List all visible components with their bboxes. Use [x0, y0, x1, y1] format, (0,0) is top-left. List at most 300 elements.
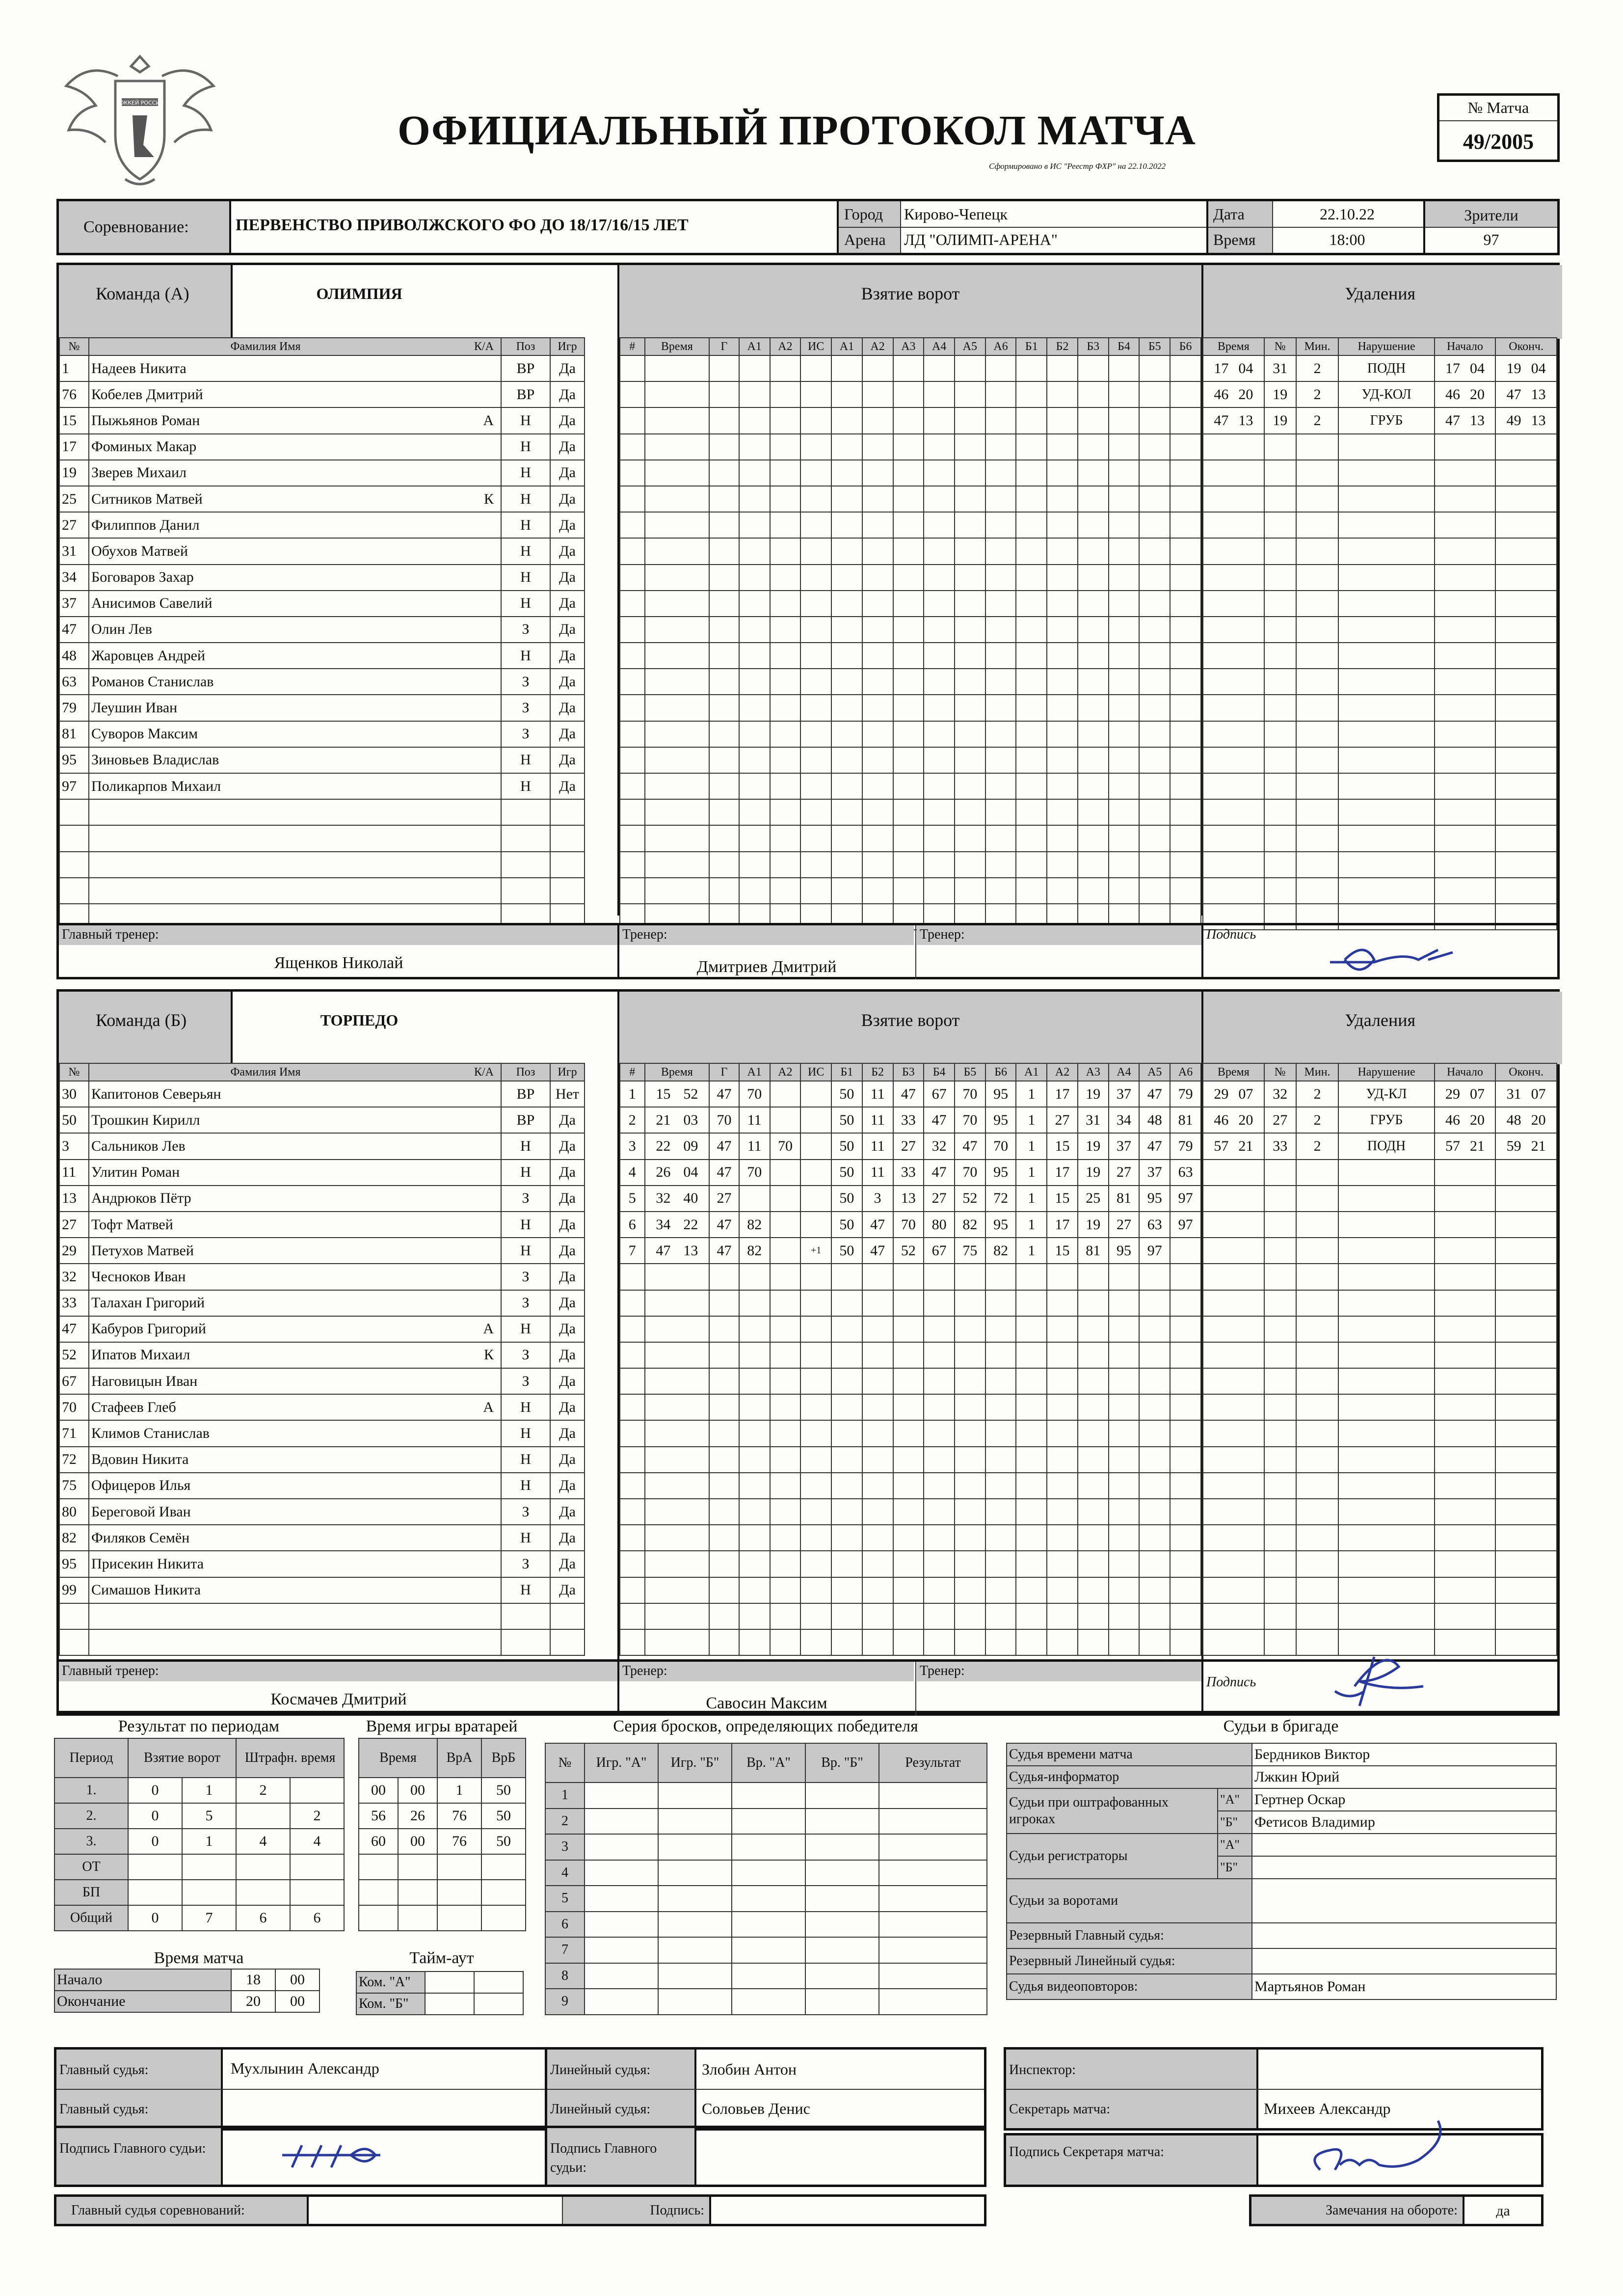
goal-cell: [985, 1603, 1016, 1629]
goal-cell: [985, 747, 1016, 773]
goal-cell: [985, 617, 1016, 643]
penalty-end: [1495, 1264, 1557, 1290]
goal-cell: [709, 799, 739, 825]
periods-table: [54, 1738, 345, 1931]
period-goals-a: 0: [128, 1829, 182, 1854]
goal-cell: [1109, 799, 1140, 825]
penalty-row: [1203, 1133, 1557, 1159]
line-referee-1: Злобин Антон: [702, 2060, 797, 2078]
penalty-violation: ПОДН: [1338, 355, 1434, 381]
player-plays: Да: [550, 486, 585, 512]
player-position: Н: [501, 773, 550, 799]
goal-cell: [1047, 1551, 1078, 1577]
goal-cell: [800, 1290, 831, 1316]
col-header: #: [620, 1063, 645, 1081]
player-number: 29: [59, 1238, 89, 1264]
goal-time: [645, 1368, 710, 1394]
goal-cell: [709, 1525, 739, 1551]
goal-cell: [1170, 695, 1201, 721]
goal-cell: [770, 407, 801, 433]
period-goals-a: [128, 1854, 182, 1880]
player-number: 80: [59, 1499, 89, 1525]
goal-cell: [800, 407, 831, 433]
goal-cell: [739, 1394, 770, 1420]
goal-row: [620, 1629, 1201, 1655]
goal-cell: [770, 1342, 801, 1368]
penalty-violation: [1338, 1212, 1434, 1238]
player-position: З: [501, 1551, 550, 1577]
player-position: Н: [501, 1473, 550, 1499]
goal-cell: [862, 1447, 893, 1473]
goal-cell: [1047, 1629, 1078, 1655]
goal-cell: [1170, 1420, 1201, 1446]
goal-cell: [924, 1342, 955, 1368]
goal-cell: 11: [739, 1133, 770, 1159]
goalie-row: [359, 1880, 526, 1905]
player-number: [59, 1629, 89, 1655]
goal-cell: [924, 1499, 955, 1525]
goal-time: [645, 1499, 710, 1525]
goal-cell: [1170, 355, 1201, 381]
info-bar: Соревнование: ПЕРВЕНСТВО ПРИВОЛЖСКОГО ФО ДО 18/17/16/15 ЛЕТ Город Кирово-Чепецк Арена ЛД "ОЛИМП-АРЕНА" Дата 22.10.22 Время 18:00 Зрители 97: [56, 199, 1560, 255]
competition-label: Соревнование:: [83, 218, 189, 236]
goalie-row: [359, 1803, 526, 1829]
period-goals-b: [182, 1880, 236, 1905]
goal-cell: [893, 799, 924, 825]
goal-row: [620, 1212, 1201, 1238]
penalty-violation: [1338, 1264, 1434, 1290]
goal-cell: [1016, 460, 1047, 486]
goal-cell: [620, 1394, 645, 1420]
goal-cell: [985, 1264, 1016, 1290]
goal-cell: 3: [862, 1186, 893, 1212]
goal-cell: [1078, 1577, 1109, 1603]
penalty-start: [1435, 669, 1496, 695]
goal-cell: [985, 1525, 1016, 1551]
penalty-start: 46 20: [1435, 381, 1496, 407]
player-name: Сальников Лев: [89, 1133, 501, 1159]
penalty-row: [1203, 852, 1557, 878]
goal-cell: 11: [862, 1107, 893, 1133]
penalty-minutes: [1296, 460, 1339, 486]
penalty-violation: [1338, 565, 1434, 591]
penalty-start: [1435, 695, 1496, 721]
penalty-player: [1264, 1394, 1296, 1420]
goal-cell: [924, 721, 955, 747]
goal-cell: [831, 825, 862, 851]
goal-cell: [1047, 878, 1078, 904]
remarks-value: да: [1496, 2203, 1510, 2219]
goal-cell: [924, 669, 955, 695]
goal-row: [620, 1290, 1201, 1316]
goal-cell: 15: [1047, 1133, 1078, 1159]
goal-cell: 47: [893, 1081, 924, 1107]
shootout-number: 1: [545, 1783, 585, 1809]
col-header: Б2: [862, 1063, 893, 1081]
goal-cell: [709, 591, 739, 617]
penalty-time: [1203, 1238, 1264, 1264]
col-header: А4: [924, 338, 955, 355]
goal-cell: [800, 1264, 831, 1290]
col-header: А2: [1047, 1063, 1078, 1081]
penalty-row: [1203, 695, 1557, 721]
goal-cell: [770, 1368, 801, 1394]
goal-time: [645, 695, 710, 721]
logo-emblem: [59, 47, 221, 194]
goal-cell: [985, 1447, 1016, 1473]
team-b-roster: [59, 1063, 585, 1656]
penalty-time: 57 21: [1203, 1133, 1264, 1159]
penalty-start: [1435, 1186, 1496, 1212]
goal-cell: [1139, 617, 1170, 643]
penalty-start: [1435, 1447, 1496, 1473]
goal-time: [645, 1603, 710, 1629]
goal-time: [645, 1447, 710, 1473]
goal-cell: [709, 825, 739, 851]
goal-cell: [1109, 1603, 1140, 1629]
goal-cell: [1139, 1603, 1170, 1629]
goal-cell: 33: [893, 1107, 924, 1133]
player-position: З: [501, 1368, 550, 1394]
penalty-time: [1203, 460, 1264, 486]
shootout-cell: [732, 1783, 805, 1809]
goal-cell: [1170, 1473, 1201, 1499]
match-time-title: Время матча: [154, 1949, 244, 1967]
goal-cell: [1016, 1264, 1047, 1290]
penalty-row: [1203, 1186, 1557, 1212]
penalty-minutes: [1296, 747, 1339, 773]
goal-cell: [924, 1290, 955, 1316]
penalty-end: [1495, 852, 1557, 878]
goal-cell: [1078, 1316, 1109, 1342]
goal-cell: 1: [1016, 1238, 1047, 1264]
goal-row: [620, 1186, 1201, 1212]
player-plays: Да: [550, 1133, 585, 1159]
goal-cell: [955, 1447, 985, 1473]
col-header: ВрА: [437, 1738, 481, 1778]
period-pim-b: 2: [290, 1803, 344, 1829]
penalty-end: 47 13: [1495, 381, 1557, 407]
goal-row: [620, 512, 1201, 538]
penalty-start: [1435, 825, 1496, 851]
goal-cell: [709, 669, 739, 695]
goal-cell: 17: [1047, 1212, 1078, 1238]
penalty-end: 48 20: [1495, 1107, 1557, 1133]
goal-cell: 5: [620, 1186, 645, 1212]
penalty-minutes: [1296, 1499, 1339, 1525]
goal-cell: [1078, 1629, 1109, 1655]
goal-cell: [739, 1264, 770, 1290]
penalty-time: [1203, 1160, 1264, 1186]
col-header: Г: [709, 1063, 739, 1081]
penalty-time: [1203, 799, 1264, 825]
roster-row: [59, 773, 585, 799]
goal-cell: [1170, 773, 1201, 799]
col-header: Взятие ворот: [128, 1738, 236, 1778]
goal-cell: [862, 1629, 893, 1655]
goal-cell: [770, 1264, 801, 1290]
player-plays: Да: [550, 1160, 585, 1186]
penalty-end: [1495, 721, 1557, 747]
goal-cell: 27: [1109, 1212, 1140, 1238]
roster-row: [59, 643, 585, 669]
goal-cell: [1047, 1525, 1078, 1551]
goal-cell: [770, 1316, 801, 1342]
goal-time: 47 13: [645, 1238, 710, 1264]
goal-cell: [831, 1264, 862, 1290]
penalty-minutes: [1296, 538, 1339, 564]
goal-cell: [924, 1577, 955, 1603]
penalty-end: [1495, 1551, 1557, 1577]
goal-cell: [770, 565, 801, 591]
period-goals-b: 7: [182, 1905, 236, 1931]
goal-time: [645, 512, 710, 538]
goal-cell: [1016, 486, 1047, 512]
goal-cell: 50: [831, 1160, 862, 1186]
col-header: Время: [1203, 338, 1264, 355]
shootout-cell: [805, 1963, 879, 1989]
goal-cell: [862, 1499, 893, 1525]
goal-cell: 47: [955, 1133, 985, 1159]
goal-cell: [831, 1473, 862, 1499]
goal-cell: [1047, 1264, 1078, 1290]
goal-cell: 1: [620, 1081, 645, 1107]
goal-cell: [924, 799, 955, 825]
goal-cell: [1139, 1525, 1170, 1551]
goal-cell: [862, 460, 893, 486]
shootout-cell: [585, 1989, 658, 2015]
col-header: Штрафн. время: [236, 1738, 344, 1778]
goal-cell: [924, 617, 955, 643]
page-title: ОФИЦИАЛЬНЫЙ ПРОТОКОЛ МАТЧА: [398, 107, 1196, 154]
goal-cell: [985, 721, 1016, 747]
penalty-minutes: [1296, 1603, 1339, 1629]
penalty-time: [1203, 1603, 1264, 1629]
penalty-violation: [1338, 1473, 1434, 1499]
goalie-a: 76: [437, 1829, 481, 1854]
goal-cell: [831, 486, 862, 512]
col-header: Г: [709, 338, 739, 355]
penalty-row: [1203, 1394, 1557, 1420]
timekeeper-name: Бердников Виктор: [1252, 1743, 1556, 1766]
goal-cell: [770, 1107, 801, 1133]
col-header: Нарушение: [1338, 1063, 1434, 1081]
penalty-start: [1435, 460, 1496, 486]
goal-cell: 6: [620, 1212, 645, 1238]
secretary-name: Михеев Александр: [1264, 2100, 1391, 2117]
player-number: 1: [59, 355, 89, 381]
roster-row: [59, 1290, 585, 1316]
penalty-end: [1495, 1368, 1557, 1394]
goal-cell: 33: [893, 1160, 924, 1186]
goal-cell: 27: [709, 1186, 739, 1212]
shootout-number: 5: [545, 1886, 585, 1912]
player-plays: [550, 825, 585, 851]
goal-cell: 70: [985, 1133, 1016, 1159]
penalty-player: [1264, 1629, 1296, 1655]
team-b-label: Команда (Б): [96, 1010, 187, 1030]
goal-cell: [800, 591, 831, 617]
penbox-b-name: Фетисов Владимир: [1252, 1811, 1556, 1834]
goalie-second: 00: [398, 1778, 437, 1803]
goal-cell: 13: [893, 1186, 924, 1212]
player-position: Н: [501, 434, 550, 460]
roster-row: [59, 1212, 585, 1238]
goal-cell: [893, 825, 924, 851]
goal-cell: 47: [924, 1160, 955, 1186]
penalty-minutes: [1296, 1447, 1339, 1473]
player-number: [59, 878, 89, 904]
penalty-violation: [1338, 1551, 1434, 1577]
goal-cell: 47: [862, 1238, 893, 1264]
goal-cell: [862, 1394, 893, 1420]
goal-row: [620, 1160, 1201, 1186]
player-position: ВР: [501, 1081, 550, 1107]
period-pim-a: [236, 1880, 290, 1905]
col-header: Поз: [501, 1063, 550, 1081]
player-name: Кабуров Григорий А: [89, 1316, 501, 1342]
penalty-row: [1203, 799, 1557, 825]
penalty-violation: [1338, 695, 1434, 721]
goal-cell: [709, 1629, 739, 1655]
goal-cell: [800, 565, 831, 591]
goal-time: 32 40: [645, 1186, 710, 1212]
goal-cell: [862, 721, 893, 747]
goal-cell: [1047, 825, 1078, 851]
goal-cell: [709, 878, 739, 904]
goal-cell: [709, 1420, 739, 1446]
col-header: Фамилия Имя К/А: [89, 338, 501, 355]
penalty-minutes: 2: [1296, 1081, 1339, 1107]
goal-cell: [709, 538, 739, 564]
goal-row: [620, 1525, 1201, 1551]
player-position: З: [501, 721, 550, 747]
goal-cell: [709, 1499, 739, 1525]
goal-cell: [739, 1525, 770, 1551]
penalty-minutes: 2: [1296, 1133, 1339, 1159]
penalty-player: [1264, 773, 1296, 799]
goal-cell: [893, 1447, 924, 1473]
goal-cell: [770, 695, 801, 721]
player-position: Н: [501, 1212, 550, 1238]
goal-cell: [620, 643, 645, 669]
col-header: Б3: [1078, 338, 1109, 355]
goal-cell: [709, 512, 739, 538]
goal-cell: [1109, 773, 1140, 799]
player-number: 95: [59, 747, 89, 773]
goal-cell: [955, 512, 985, 538]
goal-cell: [955, 1603, 985, 1629]
goal-cell: [893, 669, 924, 695]
goal-cell: [924, 825, 955, 851]
goal-cell: [1078, 1264, 1109, 1290]
goal-cell: [862, 1368, 893, 1394]
goal-cell: [862, 1473, 893, 1499]
penalty-violation: [1338, 669, 1434, 695]
penalty-end: [1495, 1629, 1557, 1655]
goal-cell: [770, 825, 801, 851]
goal-cell: [1109, 1525, 1140, 1551]
penalty-player: [1264, 878, 1296, 904]
penalty-time: 46 20: [1203, 1107, 1264, 1133]
penalty-row: [1203, 1342, 1557, 1368]
goal-cell: 50: [831, 1186, 862, 1212]
player-plays: Да: [550, 1107, 585, 1133]
player-plays: Да: [550, 355, 585, 381]
shootout-cell: [805, 1834, 879, 1860]
goal-cell: [1170, 1551, 1201, 1577]
goal-cell: [1078, 747, 1109, 773]
goal-cell: 70: [955, 1107, 985, 1133]
goal-cell: [620, 1473, 645, 1499]
goal-cell: 81: [1078, 1238, 1109, 1264]
penalty-player: [1264, 852, 1296, 878]
goal-cell: [620, 617, 645, 643]
goal-cell: 37: [1109, 1081, 1140, 1107]
goal-cell: 11: [862, 1081, 893, 1107]
player-name: [89, 1629, 501, 1655]
goal-cell: [620, 565, 645, 591]
goal-time: [645, 1525, 710, 1551]
goal-cell: [770, 1447, 801, 1473]
goal-cell: [893, 512, 924, 538]
goal-cell: [1047, 1473, 1078, 1499]
hockey-player-icon: [133, 115, 154, 157]
goal-cell: [1016, 1629, 1047, 1655]
penalty-start: [1435, 617, 1496, 643]
penalty-player: [1264, 1368, 1296, 1394]
penalty-minutes: [1296, 643, 1339, 669]
goal-row: [620, 773, 1201, 799]
penalty-minutes: [1296, 669, 1339, 695]
goal-cell: [1109, 1473, 1140, 1499]
goal-cell: [831, 747, 862, 773]
goal-cell: [955, 643, 985, 669]
team-a-label: Команда (А): [96, 284, 189, 303]
goal-cell: [1047, 1603, 1078, 1629]
goal-cell: [1109, 878, 1140, 904]
penalty-end: [1495, 799, 1557, 825]
goal-time: [645, 434, 710, 460]
goal-cell: [1078, 486, 1109, 512]
goal-cell: [1109, 1264, 1140, 1290]
goal-cell: [1016, 1420, 1047, 1446]
col-header: Б1: [831, 1063, 862, 1081]
goal-time: 26 04: [645, 1160, 710, 1186]
penalty-violation: [1338, 1368, 1434, 1394]
shootout-cell: [879, 1912, 987, 1938]
roster-row: [59, 1629, 585, 1655]
roster-row: [59, 721, 585, 747]
penalty-start: [1435, 538, 1496, 564]
goal-cell: [924, 1420, 955, 1446]
col-header: Игр. "Б": [658, 1743, 732, 1783]
goal-row: [620, 878, 1201, 904]
player-name: [89, 1603, 501, 1629]
goal-cell: [1109, 721, 1140, 747]
goal-cell: [1109, 1290, 1140, 1316]
goal-cell: [1139, 1447, 1170, 1473]
goal-time: [645, 1551, 710, 1577]
penalty-start: [1435, 643, 1496, 669]
col-header: А5: [1139, 1063, 1170, 1081]
goal-cell: 47: [862, 1212, 893, 1238]
goal-cell: [1139, 643, 1170, 669]
col-header: А4: [1109, 1063, 1140, 1081]
goal-cell: [1078, 538, 1109, 564]
goal-cell: [709, 355, 739, 381]
penalty-start: [1435, 1473, 1496, 1499]
